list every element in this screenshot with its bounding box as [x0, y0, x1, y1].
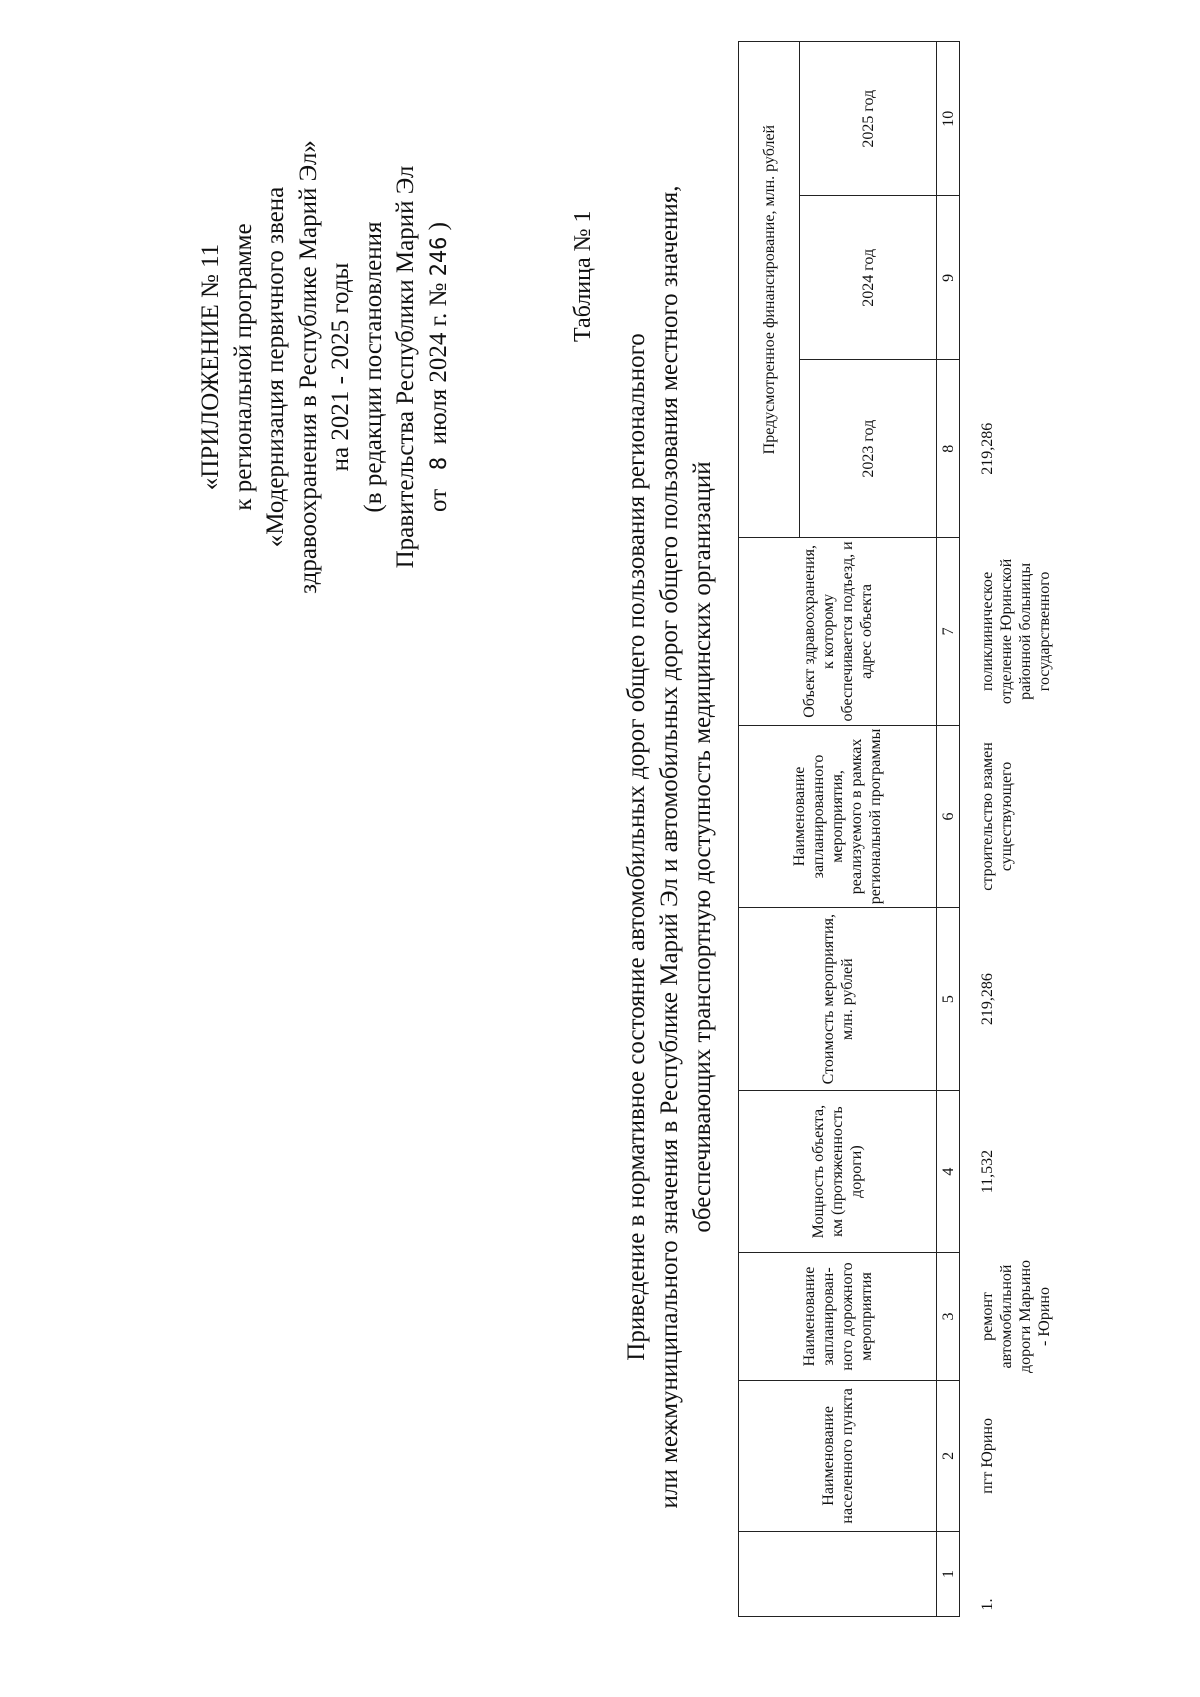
cell-2025: [960, 42, 1057, 196]
date-prefix: от: [424, 488, 452, 512]
row-number: 1.: [979, 1598, 996, 1611]
column-number: 4: [937, 1090, 960, 1252]
column-number: 10: [937, 42, 960, 196]
appendix-line: на 2021 - 2025 годы: [327, 262, 354, 472]
table-label: Таблица № 1: [570, 210, 596, 342]
decree-number: 246: [426, 236, 452, 277]
roads-table: [738, 41, 1056, 1617]
appendix-line: «ПРИЛОЖЕНИЕ № 11: [197, 243, 224, 491]
cell-2023: 219,286: [979, 422, 996, 475]
cell-settlement: пгт Юрино: [979, 1418, 996, 1494]
title-line: обеспечивающих транспортную доступность медицинских организаций: [689, 461, 716, 1233]
cell-facility: поликлиническое отделение Юринской районной больницы государственного: [979, 558, 1053, 705]
date-suffix: ): [424, 222, 452, 231]
header-2025: 2025 год: [800, 42, 937, 196]
header-settlement: Наименование населенного пункта: [739, 1380, 937, 1531]
cell-road-event: ремонт автомобильной дороги Марьино - Юрино: [979, 1259, 1053, 1373]
appendix-line: к региональной программе: [229, 223, 257, 511]
header-capacity: Мощность объекта, км (протяженность дороги): [739, 1090, 937, 1252]
document-title: [620, 37, 719, 1657]
column-number: 2: [937, 1380, 960, 1531]
date-middle: июля 2024 г. №: [424, 282, 452, 445]
column-number: 5: [937, 908, 960, 1091]
header-cell-1: [739, 1531, 937, 1616]
appendix-line: Правительства Республики Марий Эл: [392, 165, 419, 569]
column-number: 1: [937, 1531, 960, 1616]
cell-program-event: строительство взамен существующего: [979, 742, 1015, 891]
header-2024: 2024 год: [800, 196, 937, 360]
header-facility: Объект здравоохранения, к которому обеспечивается подъезд, и адрес объекта: [739, 538, 937, 725]
column-number: 3: [937, 1253, 960, 1381]
column-number: 7: [937, 538, 960, 725]
header-financing: Предусмотренное финансирование, млн. рублей: [739, 42, 800, 538]
column-number: 9: [937, 196, 960, 360]
appendix-heading: [195, 77, 456, 657]
header-2023: 2023 год: [800, 360, 937, 538]
column-number: 8: [937, 360, 960, 538]
date-day: 8: [426, 456, 452, 471]
appendix-line: «Модернизация первичного звена: [262, 186, 289, 548]
title-line: Приведение в нормативное состояние автомобильных дорог общего пользования регионального: [623, 333, 650, 1361]
column-number: 6: [937, 725, 960, 908]
cell-2024: [960, 196, 1057, 360]
appendix-date-line: [423, 77, 457, 657]
header-program-event: Наименование запланированного мероприятия, реализуемого в рамках региональной программы: [739, 725, 937, 908]
table-row: [960, 42, 1057, 1617]
appendix-line: (в редакции постановления: [359, 221, 387, 513]
cell-capacity: 11,532: [979, 1149, 996, 1194]
appendix-line: здравоохранения в Республике Марий Эл»: [294, 140, 322, 594]
cell-cost: 219,286: [979, 973, 996, 1026]
header-cost: Стоимость мероприятия, млн. рублей: [739, 908, 937, 1091]
header-road-event: Наименование запланирован-ного дорожного мероприятия: [739, 1253, 937, 1381]
title-line: или межмуниципального значения в Республике Марий Эл и автомобильных дорог общего пользования местного значения,: [656, 185, 683, 1509]
